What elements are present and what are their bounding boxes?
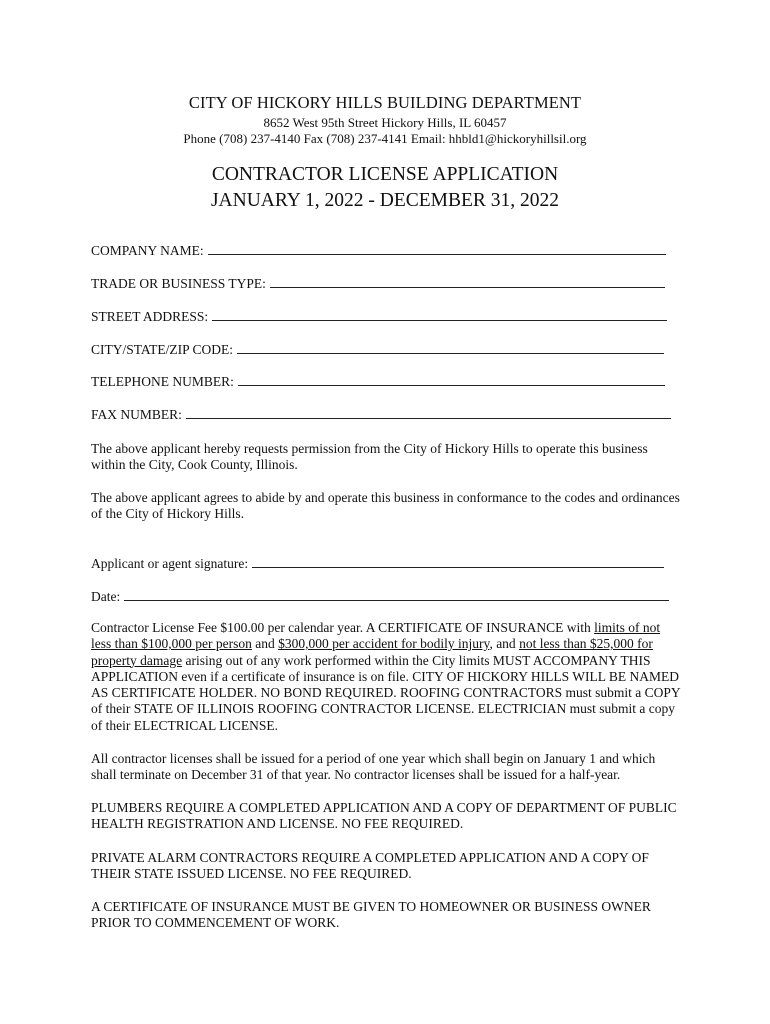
street-address-field[interactable] bbox=[91, 309, 667, 325]
request-statement: The above applicant hereby requests permission from the City of Hickory Hills to operate this business within the City, Cook County, Illinois. bbox=[91, 441, 648, 473]
fax-field[interactable] bbox=[91, 407, 671, 423]
fee-paragraph bbox=[91, 620, 683, 734]
fee-text-4: arising out of any work performed within the City limits MUST ACCOMPANY THIS APPLICATION even if a certificate of insurance is on file. CITY OF HICKORY HILLS WILL BE NAMED AS CERTIFICATE HOLDER. NO BOND REQUIRED. ROOFING CONTRACTORS must submit a COPY of their STATE OF ILLINOIS ROOFING CONTRACTOR LICENSE. ELECTRICIAN must submit a copy of their ELECTRICAL LICENSE. bbox=[91, 652, 681, 733]
street-address-label: STREET ADDRESS: bbox=[91, 309, 209, 324]
fee-underline-per-accident: $300,000 per accident for bodily injury bbox=[278, 636, 490, 652]
company-name-field[interactable] bbox=[91, 243, 666, 259]
trade-type-label: TRADE OR BUSINESS TYPE: bbox=[91, 276, 266, 291]
alarm-paragraph: PRIVATE ALARM CONTRACTORS REQUIRE A COMPLETED APPLICATION AND A COPY OF THEIR STATE ISSUED LICENSE. NO FEE REQUIRED. bbox=[91, 850, 649, 882]
form-title: CONTRACTOR LICENSE APPLICATION bbox=[211, 164, 559, 185]
term-paragraph: All contractor licenses shall be issued for a period of one year which shall begin on January 1 and which shall terminate on December 31 of that year. No contractor licenses shall be issued for a half-year. bbox=[91, 751, 656, 783]
trade-type-field[interactable] bbox=[91, 276, 665, 292]
license-period: JANUARY 1, 2022 - DECEMBER 31, 2022 bbox=[210, 190, 560, 211]
telephone-field[interactable] bbox=[91, 374, 665, 390]
agreement-statement: The above applicant agrees to abide by and operate this business in conformance to the codes and ordinances of the City of Hickory Hills. bbox=[91, 490, 680, 522]
fee-text-3: , and bbox=[489, 636, 520, 652]
date-field[interactable] bbox=[91, 589, 669, 605]
trade-type-line[interactable] bbox=[270, 286, 665, 288]
signature-label: Applicant or agent signature: bbox=[91, 556, 249, 571]
street-address-line[interactable] bbox=[212, 319, 667, 321]
signature-field[interactable] bbox=[91, 556, 664, 572]
department-contact: Phone (708) 237-4140 Fax (708) 237-4141 Email: hhbld1@hickoryhillsil.org bbox=[183, 131, 587, 146]
plumbers-paragraph: PLUMBERS REQUIRE A COMPLETED APPLICATION AND A COPY OF DEPARTMENT OF PUBLIC HEALTH REGISTRATION AND LICENSE. NO FEE REQUIRED. bbox=[91, 800, 677, 832]
date-label: Date: bbox=[91, 589, 121, 604]
department-name: CITY OF HICKORY HILLS BUILDING DEPARTMENT bbox=[188, 93, 582, 112]
fax-line[interactable] bbox=[186, 417, 671, 419]
fee-underline-per-person: limits of not less than $100,000 per person bbox=[91, 620, 661, 652]
fax-label: FAX NUMBER: bbox=[91, 407, 182, 422]
city-state-zip-field[interactable] bbox=[91, 342, 664, 358]
signature-line[interactable] bbox=[252, 566, 664, 568]
telephone-label: TELEPHONE NUMBER: bbox=[91, 374, 234, 389]
insurance-paragraph: A CERTIFICATE OF INSURANCE MUST BE GIVEN TO HOMEOWNER OR BUSINESS OWNER PRIOR TO COMMENCEMENT OF WORK. bbox=[91, 899, 651, 931]
city-state-zip-line[interactable] bbox=[237, 352, 664, 354]
department-address: 8652 West 95th Street Hickory Hills, IL 60457 bbox=[263, 115, 507, 130]
company-name-label: COMPANY NAME: bbox=[91, 243, 204, 258]
date-line[interactable] bbox=[124, 599, 669, 601]
company-name-line[interactable] bbox=[208, 253, 666, 255]
fee-text-2: and bbox=[251, 636, 279, 652]
fee-underline-property-damage: not less than $25,000 for property damage bbox=[91, 636, 653, 668]
telephone-line[interactable] bbox=[238, 384, 665, 386]
fee-text-1: Contractor License Fee $100.00 per calendar year. A CERTIFICATE OF INSURANCE with bbox=[91, 620, 595, 635]
city-state-zip-label: CITY/STATE/ZIP CODE: bbox=[91, 342, 234, 357]
